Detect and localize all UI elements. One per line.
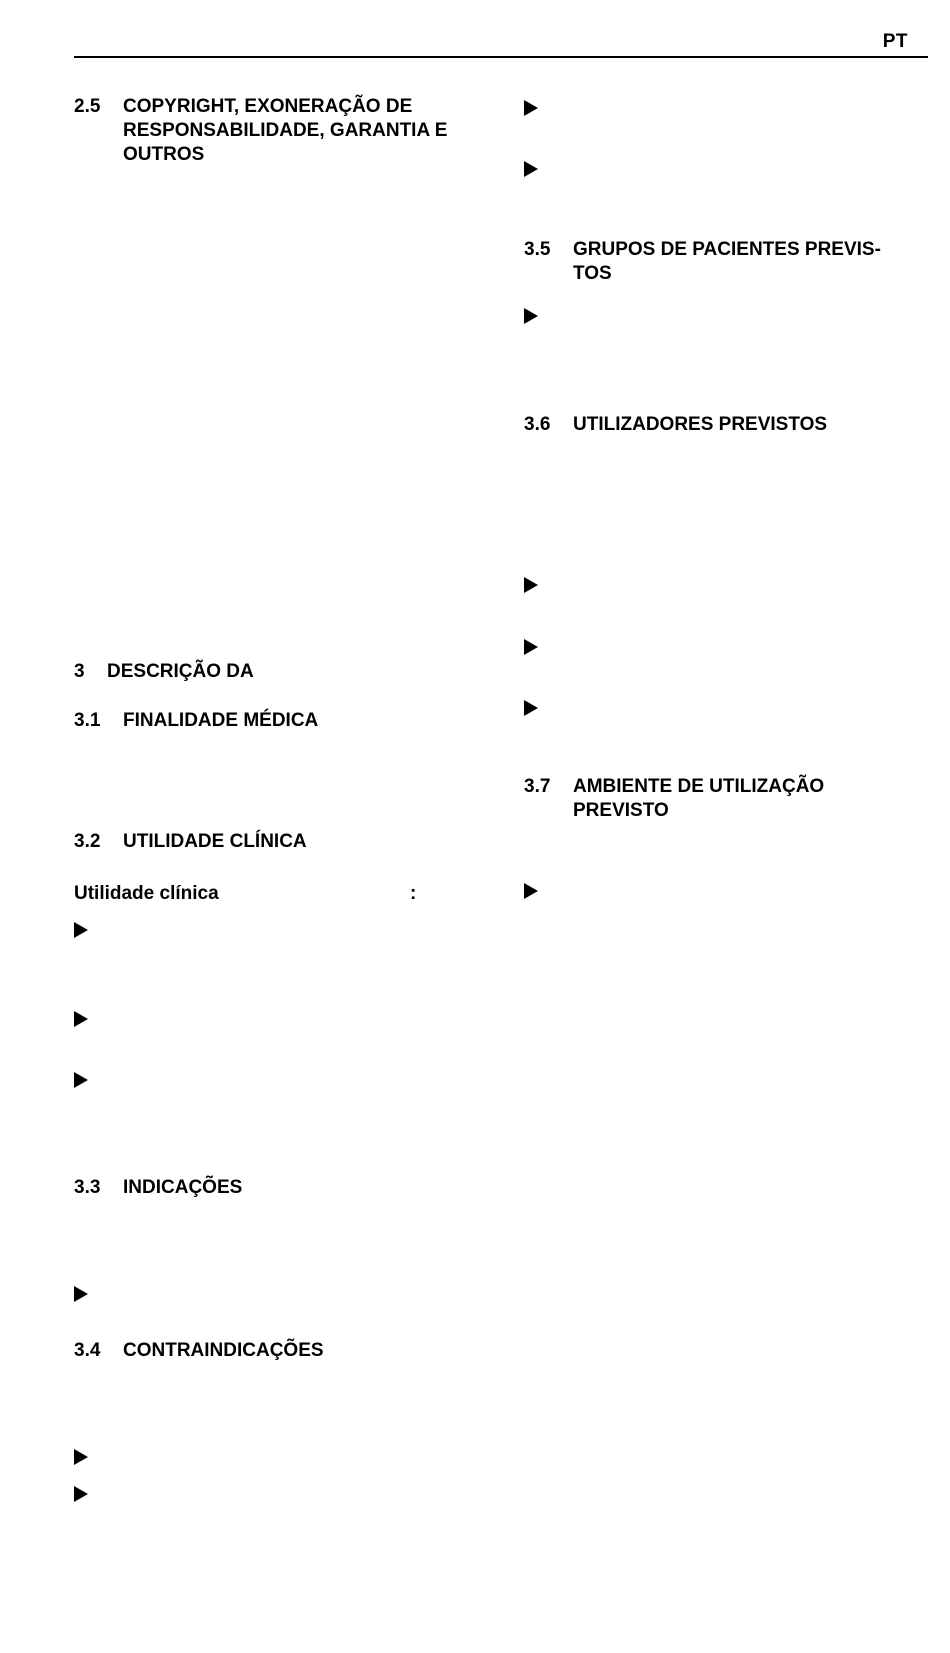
section-title: COPYRIGHT, EXONERAÇÃO DE RESPONSABILIDADE, GARANTIA E OUTROS <box>123 96 448 165</box>
clinical-utility-label: Utilidade clínica <box>74 883 219 904</box>
section-number: 3.5 <box>524 239 551 260</box>
section-number: 3 <box>74 661 85 682</box>
section-2-5-heading <box>74 95 474 167</box>
header-divider <box>74 56 928 58</box>
section-number: 3.1 <box>74 710 101 731</box>
right-triangle-icon <box>524 700 538 716</box>
section-3-3-heading <box>74 1176 474 1200</box>
section-title: DESCRIÇÃO DA <box>107 661 254 682</box>
section-title: AMBIENTE DE UTILIZAÇÃO PREVISTO <box>573 776 825 821</box>
right-triangle-icon <box>74 1486 88 1502</box>
clinical-utility-colon: : <box>410 883 417 904</box>
section-title: FINALIDADE MÉDICA <box>123 710 319 731</box>
section-number: 2.5 <box>74 96 101 117</box>
section-title: INDICAÇÕES <box>123 1177 243 1198</box>
right-triangle-icon <box>74 1449 88 1465</box>
section-title: CONTRAINDICAÇÕES <box>123 1340 324 1361</box>
right-triangle-icon <box>524 577 538 593</box>
section-number: 3.2 <box>74 831 101 852</box>
section-3-5-heading <box>524 238 909 286</box>
right-triangle-icon <box>524 100 538 116</box>
section-3-7-heading <box>524 775 909 823</box>
section-3-2-heading <box>74 830 474 854</box>
section-title: UTILIDADE CLÍNICA <box>123 831 307 852</box>
section-3-heading <box>74 660 474 684</box>
right-triangle-icon <box>524 639 538 655</box>
right-triangle-icon <box>524 161 538 177</box>
right-triangle-icon <box>74 1011 88 1027</box>
section-3-6-heading <box>524 413 909 437</box>
right-triangle-icon <box>524 308 538 324</box>
section-3-1-heading <box>74 709 474 733</box>
right-triangle-icon <box>74 922 88 938</box>
section-number: 3.4 <box>74 1340 101 1361</box>
section-title: UTILIZADORES PREVISTOS <box>573 414 828 435</box>
section-3-4-heading <box>74 1339 474 1363</box>
section-number: 3.6 <box>524 414 551 435</box>
section-number: 3.7 <box>524 776 551 797</box>
right-triangle-icon <box>74 1072 88 1088</box>
section-title: GRUPOS DE PACIENTES PREVIS-TOS <box>573 239 881 284</box>
right-triangle-icon <box>524 883 538 899</box>
right-triangle-icon <box>74 1286 88 1302</box>
language-code: PT <box>882 31 908 52</box>
section-number: 3.3 <box>74 1177 101 1198</box>
